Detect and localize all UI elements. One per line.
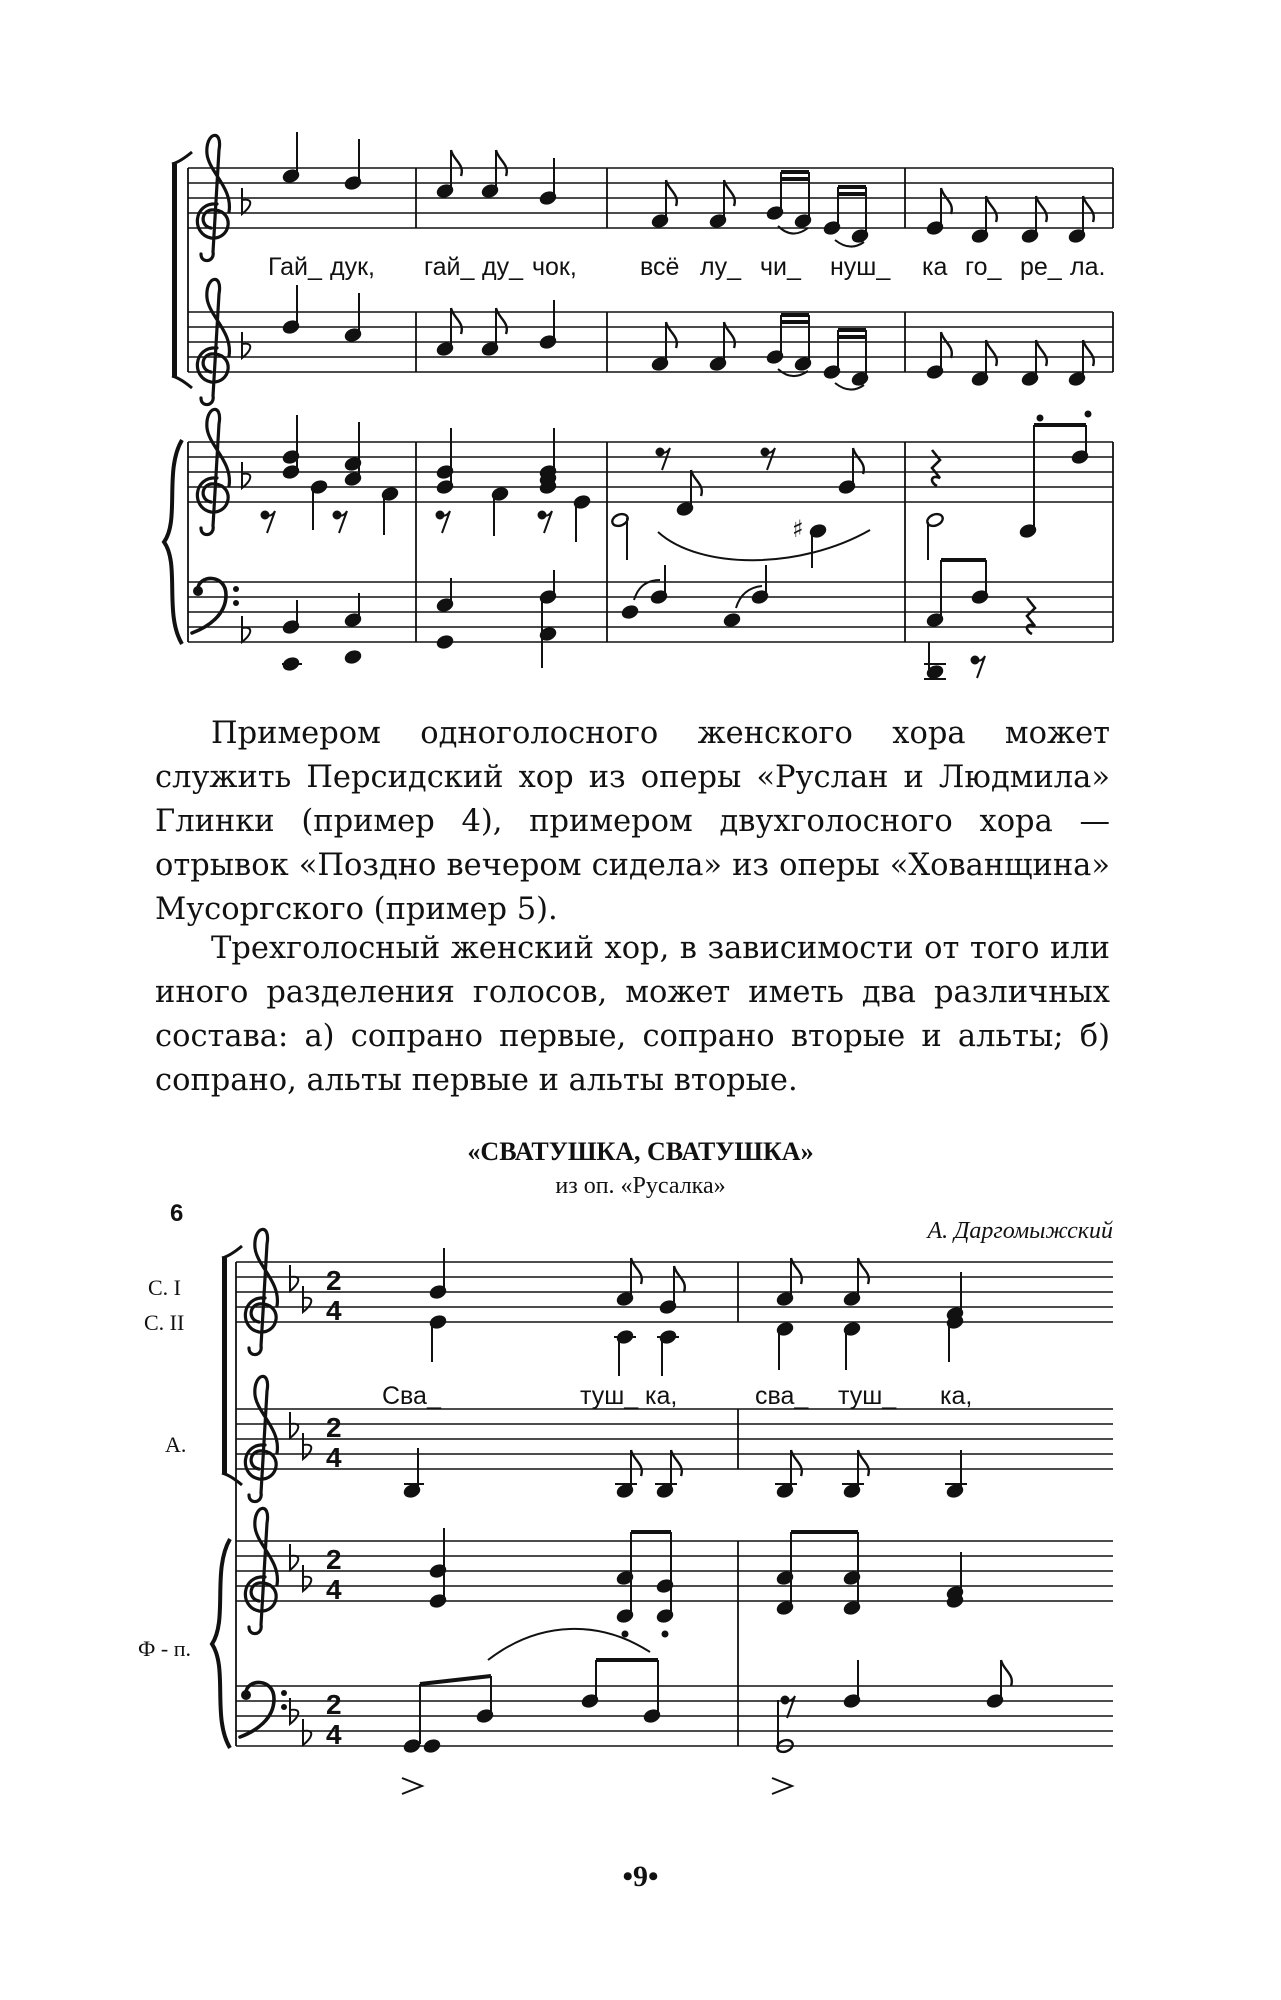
system1-clefs <box>192 135 250 642</box>
lyric: туш_ <box>580 1382 639 1410</box>
svg-text:4: 4 <box>326 1442 342 1473</box>
page-number: •9• <box>622 1860 659 1893</box>
lyric: чи_ <box>760 253 801 281</box>
system1-lyrics <box>268 253 1105 281</box>
system2-lyrics <box>382 1382 972 1410</box>
system2-time-signatures <box>326 1265 342 1750</box>
svg-text:2: 2 <box>326 1265 342 1296</box>
system1-choir-bracket <box>172 152 192 388</box>
system2-choir-bracket <box>222 1246 242 1485</box>
lyric: Сва_ <box>382 1382 441 1410</box>
label-alto: А. <box>165 1432 187 1457</box>
lyric: ла. <box>1070 253 1106 281</box>
svg-text:2: 2 <box>326 1689 342 1720</box>
system1-alto-notes <box>282 285 1094 390</box>
example-number: 6 <box>170 1200 184 1227</box>
lyric: ду_ <box>482 253 523 281</box>
svg-text:4: 4 <box>326 1574 342 1605</box>
svg-text:2: 2 <box>326 1544 342 1575</box>
lyric: ка <box>922 253 948 281</box>
lyric: дук, <box>330 253 375 281</box>
label-soprano1: С. I <box>148 1275 181 1300</box>
lyric: лу_ <box>700 253 741 281</box>
svg-text:4: 4 <box>326 1295 342 1326</box>
system2-piano-rh <box>429 1528 964 1637</box>
svg-text:♯: ♯ <box>792 515 804 543</box>
lyric: сва_ <box>755 1382 809 1410</box>
paragraph-1: Примером одноголосного женского хора может служить Персидский хор из оперы «Руслан и Людмила» Глинки (пример 4), примером двухголосного хора — отрывок «Поздно вечером сидела» из оперы «Хованщина» Мусоргского (пример 5). <box>155 716 1110 927</box>
example-title: «СВАТУШКА, СВАТУШКА» <box>467 1137 814 1166</box>
system2-alto-notes <box>403 1448 967 1499</box>
composer-name: А. Даргомыжский <box>927 1218 1113 1244</box>
system1-piano-brace <box>164 440 182 644</box>
lyric: туш_ <box>838 1382 897 1410</box>
svg-text:2: 2 <box>326 1412 342 1443</box>
lyric: ре_ <box>1020 253 1062 281</box>
lyric: чок, <box>532 253 577 281</box>
lyric: Гай_ <box>268 253 322 281</box>
label-piano: Ф - п. <box>138 1636 191 1661</box>
system2-soprano-notes <box>429 1248 964 1376</box>
lyric: нуш_ <box>830 253 891 281</box>
system1-soprano-notes <box>282 132 1094 247</box>
system1-piano-lh <box>282 560 1035 680</box>
example-source: из оп. «Русалка» <box>555 1173 726 1199</box>
lyric: ка, <box>940 1382 973 1410</box>
lyric: ка, <box>645 1382 678 1410</box>
system1-piano-rh <box>262 412 1091 569</box>
lyric: всё <box>640 253 680 281</box>
lyric: гай_ <box>424 253 475 281</box>
system2-piano-lh <box>402 1629 1012 1794</box>
label-soprano2: С. II <box>144 1310 185 1335</box>
paragraph-2: Трехголосный женский хор, в зависимости от того или иного разделения голосов, может иметь два различных состава: а) сопрано первые, сопрано вторые и альты; б) сопрано, альты первые и альты вторые. <box>155 931 1110 1098</box>
svg-text:4: 4 <box>326 1719 342 1750</box>
system2-part-labels <box>138 1275 191 1661</box>
system2-piano-brace <box>212 1539 230 1748</box>
lyric: го_ <box>965 253 1002 281</box>
